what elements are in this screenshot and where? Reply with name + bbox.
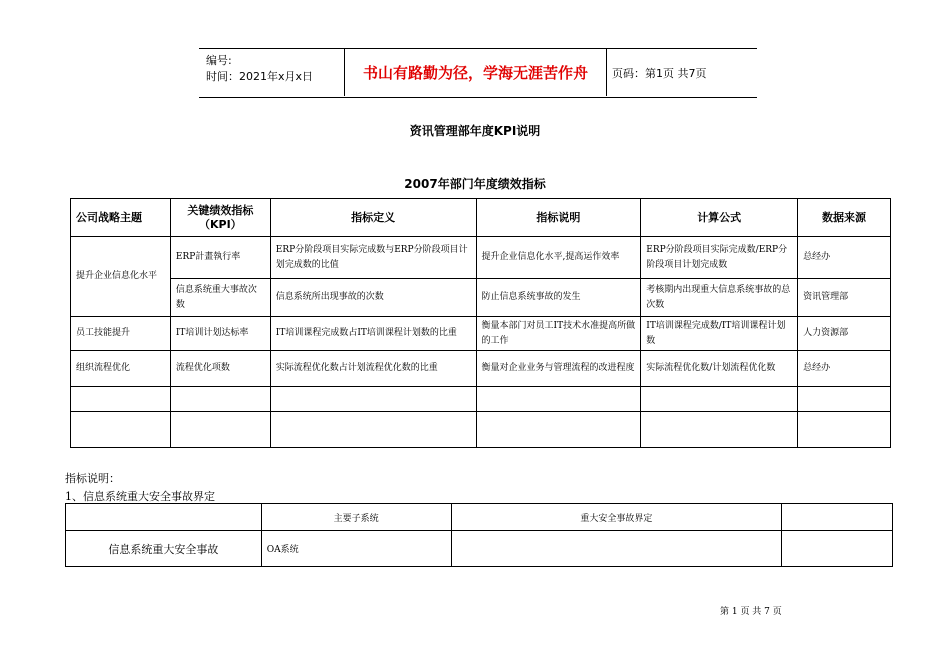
- kpi-header-row: [71, 199, 891, 237]
- cell-kpi: ERP計畫執行率: [170, 237, 270, 279]
- safety-header-row: [66, 504, 893, 531]
- header-left: [206, 53, 313, 85]
- col-header-explanation: 指标说明: [476, 199, 641, 237]
- table-row-empty: [71, 387, 891, 412]
- cell-definition: 实际流程优化数占计划流程优化数的比重: [270, 351, 476, 387]
- document-time: 时间：2021年x月x日: [206, 70, 314, 83]
- cell-kpi: 信息系统重大事故次数: [170, 279, 270, 317]
- page-footer: 第 1 页 共 7 页: [720, 607, 782, 617]
- table-row: [71, 279, 891, 317]
- table-row: [71, 237, 891, 279]
- header-page-info: 页码：第1页 共7页: [612, 66, 707, 80]
- cell-explanation: 防止信息系统事故的发生: [476, 279, 641, 317]
- cell-theme: 组织流程优化: [71, 351, 171, 387]
- cell-kpi: IT培训计划达标率: [170, 317, 270, 351]
- cell-formula: 实际流程优化数/计划流程优化数: [641, 351, 798, 387]
- notes-heading: 指标说明：: [65, 472, 120, 485]
- cell-accident-name: 信息系统重大安全事故: [66, 531, 262, 567]
- cell-source: 总经办: [798, 351, 891, 387]
- col-header-accident-definition: 重大安全事故界定: [451, 504, 782, 531]
- cell-explanation: 提升企业信息化水平,提高运作效率: [476, 237, 641, 279]
- cell-explanation: 衡量本部门对员工IT技术水准提高所做的工作: [476, 317, 641, 351]
- cell-definition: ERP分阶段项目实际完成数与ERP分阶段项目计划完成数的比值: [270, 237, 476, 279]
- table-row: [66, 531, 893, 567]
- col-header-kpi: 关键绩效指标（KPI）: [170, 199, 270, 237]
- cell-definition: IT培训课程完成数占IT培训课程计划数的比重: [270, 317, 476, 351]
- col-header-source: 数据来源: [798, 199, 891, 237]
- cell-accident-definition: [451, 531, 782, 567]
- table-row: [71, 317, 891, 351]
- table-row-empty: [71, 412, 891, 448]
- cell-kpi: 流程优化项数: [170, 351, 270, 387]
- safety-table: [65, 503, 893, 567]
- col-header-formula: 计算公式: [641, 199, 798, 237]
- cell-source: 人力资源部: [798, 317, 891, 351]
- col-header-subsystem: 主要子系统: [261, 504, 451, 531]
- cell-theme: 提升企业信息化水平: [71, 237, 171, 317]
- header-motto: 书山有路勤为径，学海无涯苦作舟: [344, 49, 607, 96]
- document-number: 编号:: [206, 54, 232, 67]
- cell-definition: 信息系统所出现事故的次数: [270, 279, 476, 317]
- cell-theme: 员工技能提升: [71, 317, 171, 351]
- notes-item-1: 1、信息系统重大安全事故界定: [65, 490, 215, 503]
- col-header-theme: 公司战略主题: [71, 199, 171, 237]
- cell-subsystem: OA系统: [261, 531, 451, 567]
- doc-title: 资讯管理部年度KPI说明: [409, 124, 541, 138]
- cell-formula: ERP分阶段项目实际完成数/ERP分阶段项目计划完成数: [641, 237, 798, 279]
- col-header-definition: 指标定义: [270, 199, 476, 237]
- cell-source: 资讯管理部: [798, 279, 891, 317]
- kpi-table: [70, 198, 891, 448]
- cell-source: 总经办: [798, 237, 891, 279]
- document-header: [199, 48, 757, 98]
- cell-formula: IT培训课程完成数/IT培训课程计划数: [641, 317, 798, 351]
- cell-formula: 考核期内出现重大信息系统事故的总次数: [641, 279, 798, 317]
- table-title: 2007年部门年度绩效指标: [404, 177, 546, 191]
- cell-explanation: 衡量对企业业务与管理流程的改进程度: [476, 351, 641, 387]
- table-row: [71, 351, 891, 387]
